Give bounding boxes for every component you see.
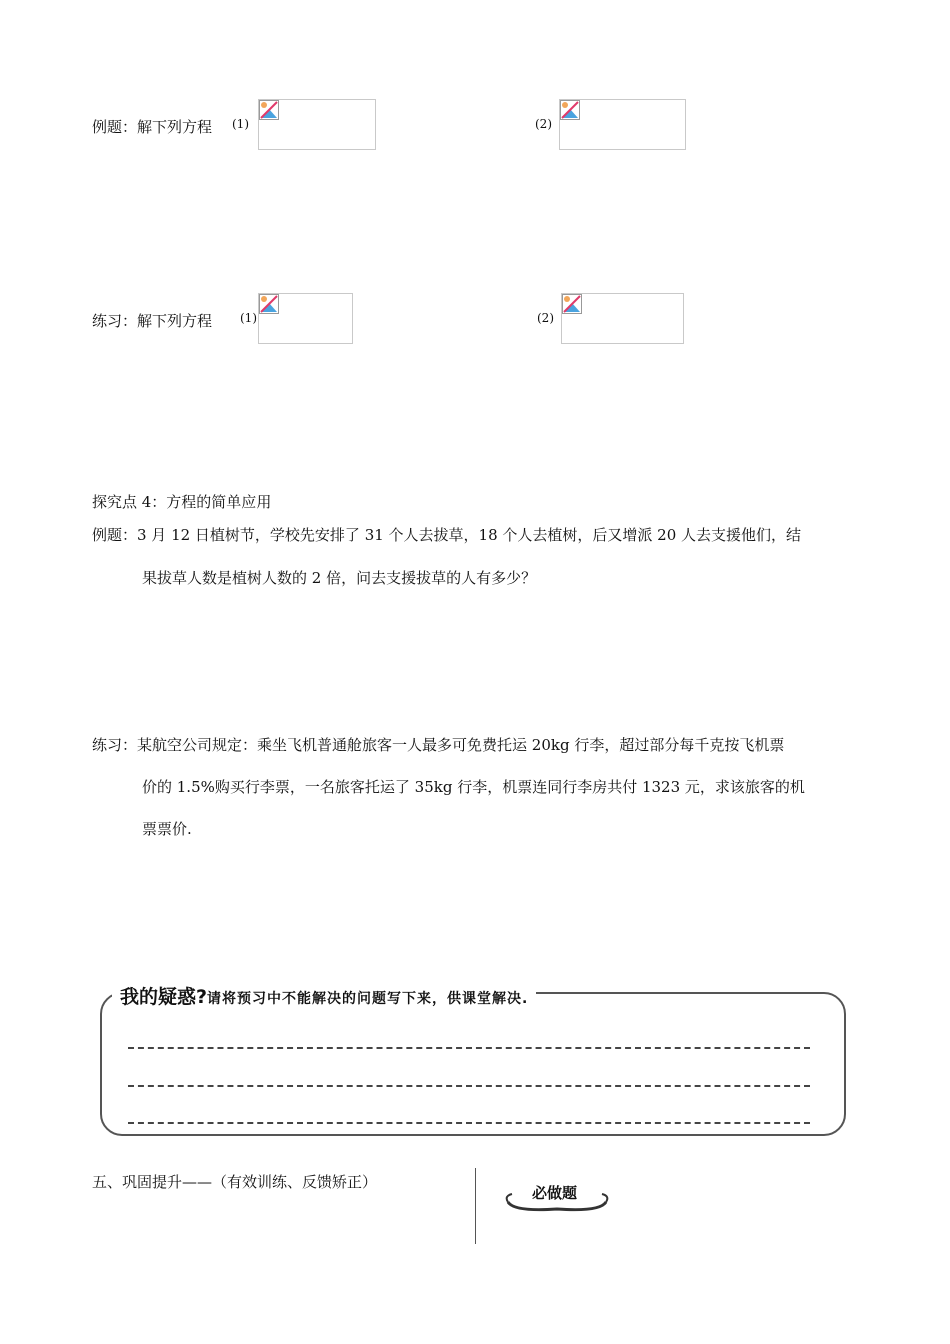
practice1-item2-number: (2) [537,311,554,325]
section4-title: 探究点 4：方程的简单应用 [92,493,272,511]
practice2-line1: 练习：某航空公司规定：乘坐飞机普通舱旅客一人最多可免费托运 20kg 行李，超过部分每千克按飞机票 [92,736,785,754]
practice1-equation2-image [561,293,684,344]
doubt-subtitle: 请将预习中不能解决的问题写下来，供课堂解决. [207,991,529,1007]
doubt-box [100,992,846,1136]
broken-image-icon [259,100,279,120]
required-badge-label: 必做题 [532,1184,578,1202]
practice2-line2: 价的 1.5%购买行李票，一名旅客托运了 35kg 行李，机票连同行李房共付 1323 元，求该旅客的机 [142,778,805,796]
practice2-line3: 票票价. [142,820,192,838]
answer-line-2[interactable] [128,1085,810,1087]
example2-line1: 例题：3 月 12 日植树节，学校先安排了 31 个人去拔草，18 个人去植树，后又增派 20 人去支援他们，结 [92,526,802,544]
answer-line-3[interactable] [128,1122,810,1124]
example1-item2-number: (2) [535,117,552,131]
doubt-title: 我的疑惑? [120,986,208,1008]
example1-item1-number: (1) [232,117,249,131]
section5-title: 五、巩固提升——（有效训练、反馈矫正） [92,1173,378,1191]
example2-line2: 果拔草人数是植树人数的 2 倍，问去支援拔草的人有多少？ [142,569,537,587]
answer-line-1[interactable] [128,1047,810,1049]
practice1-label: 练习：解下列方程 [92,312,213,330]
practice1-item1-number: (1) [240,311,257,325]
required-badge [500,1176,614,1216]
example1-equation1-image [258,99,376,150]
broken-image-icon [259,294,279,314]
broken-image-icon [562,294,582,314]
example1-label: 例题：解下列方程 [92,118,213,136]
column-divider [475,1168,476,1244]
practice1-equation1-image [258,293,353,344]
example1-equation2-image [559,99,686,150]
broken-image-icon [560,100,580,120]
doubt-header [112,982,536,1009]
